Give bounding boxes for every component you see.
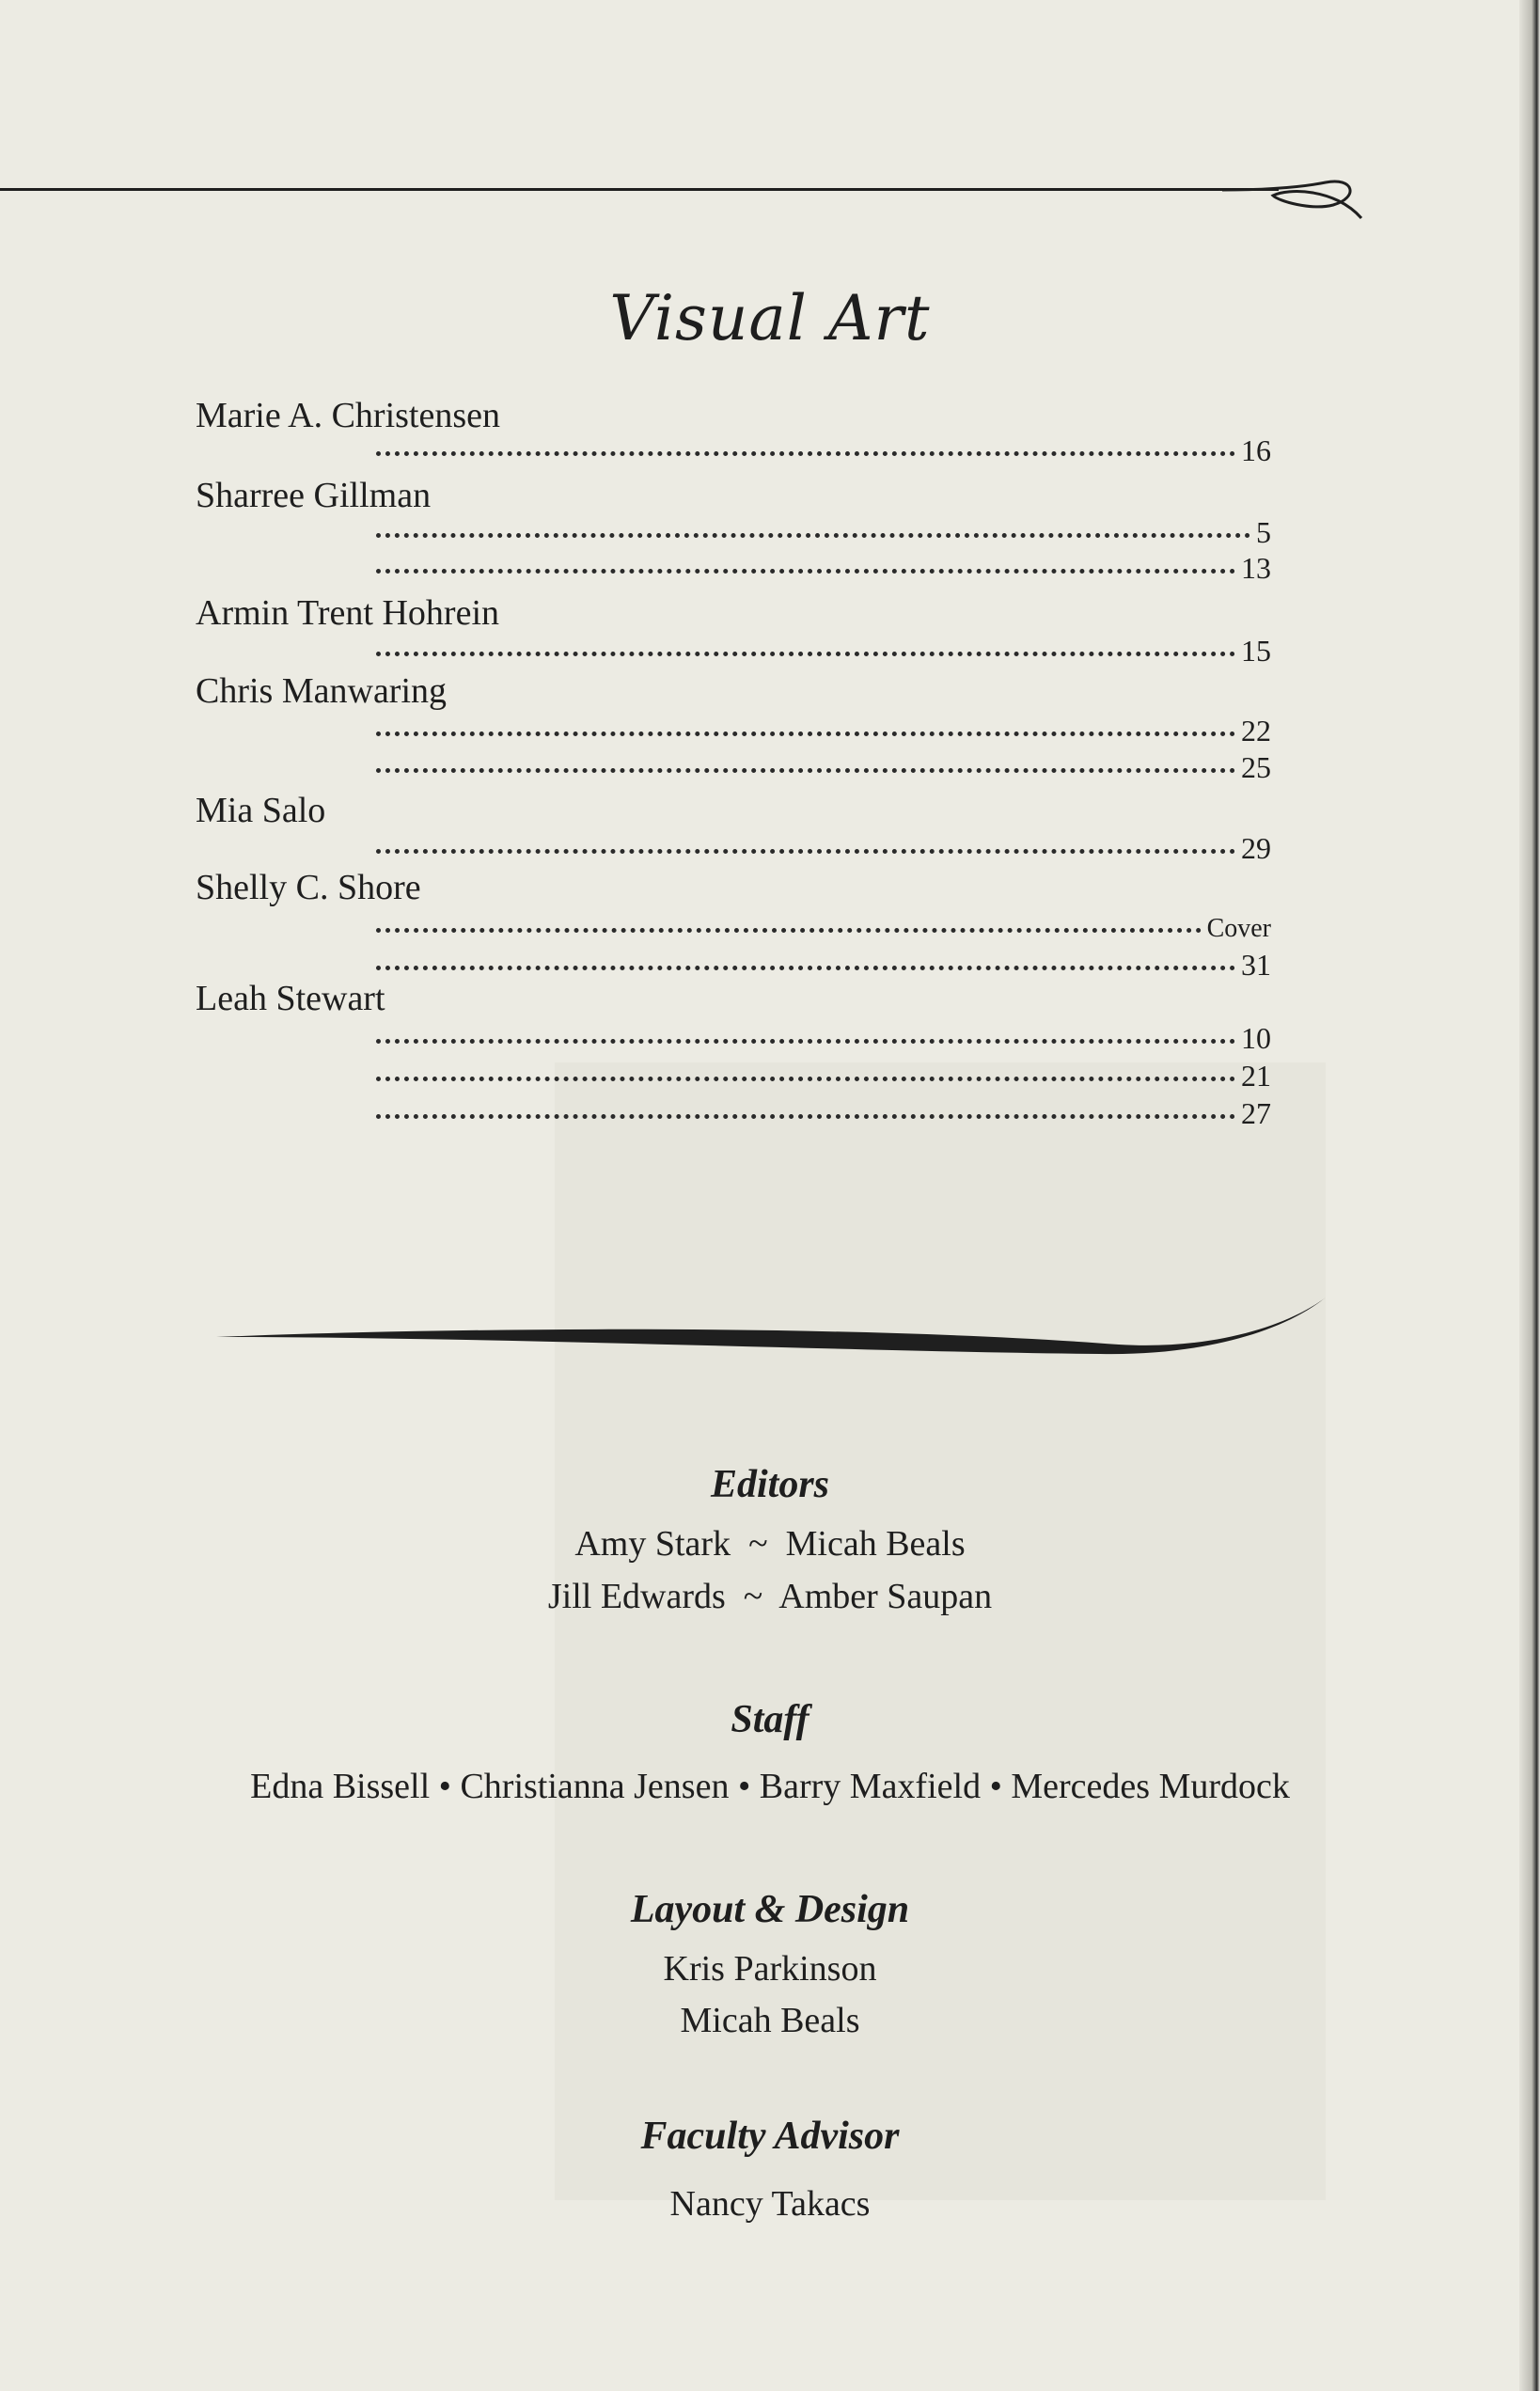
page-leader bbox=[376, 510, 1271, 547]
faculty-advisor-name: Nancy Takacs bbox=[669, 2184, 871, 2224]
divider-swash-ornament bbox=[216, 1279, 1326, 1363]
page-leader bbox=[376, 745, 1271, 782]
artist-name: Sharree Gillman bbox=[196, 476, 432, 515]
page-number: 31 bbox=[1241, 948, 1271, 982]
page-number: 13 bbox=[1241, 551, 1271, 585]
layout-design-heading: Layout & Design bbox=[630, 1888, 910, 1931]
artist-name: Armin Trent Hohrein bbox=[196, 593, 499, 633]
staff-heading: Staff bbox=[731, 1698, 809, 1741]
artist-name: Chris Manwaring bbox=[196, 671, 448, 711]
page-number: 27 bbox=[1241, 1096, 1271, 1130]
page-leader bbox=[376, 942, 1271, 980]
editors-line: Amy Stark ~ Micah Beals bbox=[574, 1524, 966, 1564]
page-number: 22 bbox=[1241, 714, 1271, 747]
page-number: 16 bbox=[1241, 433, 1271, 467]
page-number: 21 bbox=[1241, 1059, 1271, 1093]
editors-heading: Editors bbox=[710, 1463, 830, 1506]
layout-design-name: Micah Beals bbox=[680, 2001, 860, 2040]
staff-names: Edna Bissell • Christianna Jensen • Barry Maxfield • Mercedes Murdock bbox=[250, 1767, 1290, 1806]
artist-name: Mia Salo bbox=[196, 791, 326, 830]
page-leader bbox=[376, 628, 1271, 666]
page-number: 25 bbox=[1241, 750, 1271, 784]
page-leader bbox=[376, 1091, 1271, 1128]
page-number: 10 bbox=[1241, 1021, 1271, 1055]
page-number: 15 bbox=[1241, 634, 1271, 668]
page-number: 29 bbox=[1241, 831, 1271, 865]
artist-name: Leah Stewart bbox=[196, 979, 385, 1018]
artist-name: Marie A. Christensen bbox=[196, 396, 501, 435]
page-title: Visual Art bbox=[609, 282, 931, 354]
page-leader bbox=[376, 708, 1271, 746]
faculty-advisor-heading: Faculty Advisor bbox=[640, 2115, 900, 2158]
page-leader bbox=[376, 428, 1271, 465]
page-leader bbox=[376, 904, 1271, 942]
page-leader bbox=[376, 826, 1271, 863]
artist-name: Shelly C. Shore bbox=[196, 868, 421, 907]
page-number: Cover bbox=[1206, 914, 1271, 943]
page-number: 5 bbox=[1256, 515, 1271, 549]
page-leader bbox=[376, 1053, 1271, 1091]
editors-line: Jill Edwards ~ Amber Saupan bbox=[547, 1577, 993, 1616]
layout-design-name: Kris Parkinson bbox=[663, 1949, 877, 1989]
page-leader bbox=[376, 1015, 1271, 1053]
page-leader bbox=[376, 545, 1271, 583]
